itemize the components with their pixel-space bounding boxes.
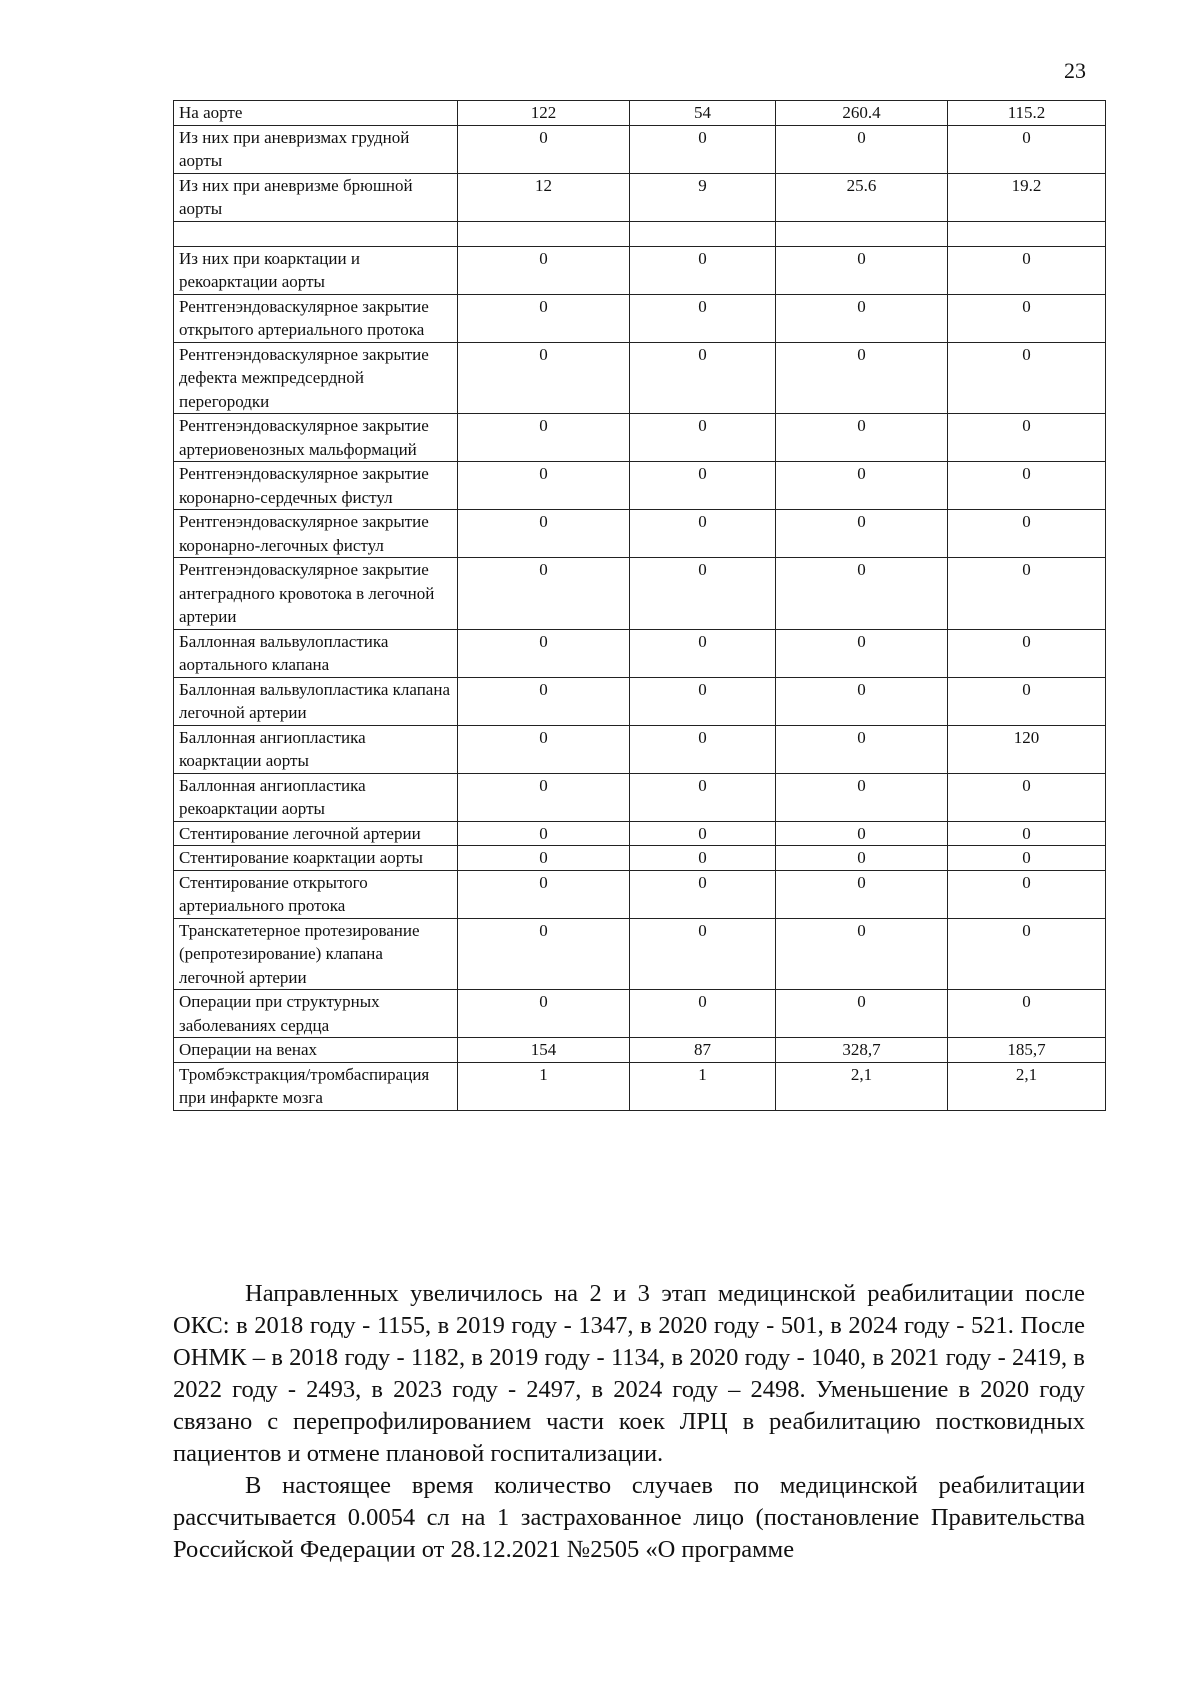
row-value: 0: [948, 462, 1106, 510]
row-value: 0: [776, 246, 948, 294]
row-value: 0: [948, 510, 1106, 558]
row-value: 122: [458, 101, 630, 126]
row-label: Рентгенэндоваскулярное закрытие антеградного кровотока в легочной артерии: [174, 558, 458, 630]
row-label: Рентгенэндоваскулярное закрытие коронарно-сердечных фистул: [174, 462, 458, 510]
row-label: Тромбэкстракция/тромбаспирация при инфаркте мозга: [174, 1062, 458, 1110]
row-value: 0: [630, 773, 776, 821]
row-value: 0: [458, 773, 630, 821]
row-value: 0: [630, 246, 776, 294]
table-row: [174, 1062, 1106, 1110]
row-value: 0: [458, 246, 630, 294]
row-value: 0: [458, 870, 630, 918]
row-value: 0: [458, 725, 630, 773]
row-value: 0: [630, 414, 776, 462]
row-value: 0: [776, 846, 948, 871]
row-value: 0: [948, 918, 1106, 990]
row-value: 0: [458, 990, 630, 1038]
row-value: 0: [948, 821, 1106, 846]
row-value: 0: [630, 125, 776, 173]
row-value: 0: [458, 677, 630, 725]
row-value: 0: [630, 725, 776, 773]
row-label: [174, 221, 458, 246]
row-value: 0: [776, 510, 948, 558]
table-row: [174, 918, 1106, 990]
row-value: 2,1: [948, 1062, 1106, 1110]
row-value: 0: [776, 629, 948, 677]
row-value: 0: [630, 918, 776, 990]
table-row: [174, 725, 1106, 773]
row-value: 0: [630, 462, 776, 510]
paragraph: Направленных увеличилось на 2 и 3 этап медицинской реабилитации после ОКС: в 2018 году - 1155, в 2019 году - 1347, в 2020 году - 501, в 2024 году - 521. После ОНМК – в 2018 году - 1182, в 2019 году - 1134, в 2020 году - 1040, в 2021 году - 2419, в 2022 году - 2493, в 2023 году - 2497, в 2024 году – 2498. Уменьшение в 2020 году связано с перепрофилированием части коек ЛРЦ в реабилитацию постковидных пациентов и отмене плановой госпитализации.: [173, 1280, 1085, 1467]
row-label: Из них при коарктации и рекоарктации аорты: [174, 246, 458, 294]
row-value: 87: [630, 1038, 776, 1063]
row-label: Стентирование открытого артериального протока: [174, 870, 458, 918]
row-value: 54: [630, 101, 776, 126]
row-value: 0: [776, 725, 948, 773]
row-label: Баллонная вальвулопластика клапана легочной артерии: [174, 677, 458, 725]
row-value: 0: [458, 294, 630, 342]
row-value: 0: [948, 342, 1106, 414]
row-value: 1: [630, 1062, 776, 1110]
row-value: 154: [458, 1038, 630, 1063]
row-value: 0: [776, 918, 948, 990]
row-label: Баллонная вальвулопластика аортального клапана: [174, 629, 458, 677]
row-value: 9: [630, 173, 776, 221]
table-row: [174, 294, 1106, 342]
row-value: 0: [776, 821, 948, 846]
row-value: 0: [630, 677, 776, 725]
table-row: [174, 246, 1106, 294]
row-label: Рентгенэндоваскулярное закрытие артериовенозных мальформаций: [174, 414, 458, 462]
row-value: [776, 221, 948, 246]
row-value: 0: [948, 677, 1106, 725]
table-row: [174, 773, 1106, 821]
row-value: 0: [458, 918, 630, 990]
row-label: Рентгенэндоваскулярное закрытие дефекта межпредсердной перегородки: [174, 342, 458, 414]
row-value: 0: [948, 294, 1106, 342]
row-value: 0: [458, 558, 630, 630]
row-value: 0: [630, 846, 776, 871]
table-row: [174, 990, 1106, 1038]
row-value: 0: [630, 870, 776, 918]
table-row: [174, 870, 1106, 918]
row-value: 0: [948, 870, 1106, 918]
row-value: 0: [458, 462, 630, 510]
row-value: 0: [458, 510, 630, 558]
table-row: [174, 1038, 1106, 1063]
row-value: 185,7: [948, 1038, 1106, 1063]
row-value: 0: [776, 414, 948, 462]
page-number: 23: [1064, 58, 1086, 83]
row-value: [458, 221, 630, 246]
table-row: [174, 125, 1106, 173]
row-label: Операции на венах: [174, 1038, 458, 1063]
row-value: 260.4: [776, 101, 948, 126]
row-value: 0: [776, 558, 948, 630]
body-text: [173, 1278, 1085, 1566]
row-value: 0: [458, 125, 630, 173]
row-value: 0: [948, 773, 1106, 821]
table-row: [174, 101, 1106, 126]
table-row: [174, 558, 1106, 630]
row-value: 0: [630, 342, 776, 414]
row-value: 0: [458, 342, 630, 414]
row-value: 0: [458, 846, 630, 871]
row-value: 0: [630, 510, 776, 558]
table-row: [174, 821, 1106, 846]
table-row: [174, 846, 1106, 871]
row-value: 0: [948, 414, 1106, 462]
row-value: 2,1: [776, 1062, 948, 1110]
row-label: Рентгенэндоваскулярное закрытие открытого артериального протока: [174, 294, 458, 342]
row-value: 0: [458, 821, 630, 846]
row-label: Операции при структурных заболеваниях сердца: [174, 990, 458, 1038]
row-value: 0: [630, 558, 776, 630]
row-value: 0: [776, 294, 948, 342]
table-row: [174, 221, 1106, 246]
row-value: 0: [458, 414, 630, 462]
row-label: Стентирование коарктации аорты: [174, 846, 458, 871]
statistics-table: [173, 100, 1106, 1111]
row-value: 0: [776, 773, 948, 821]
table-row: [174, 677, 1106, 725]
row-value: [630, 221, 776, 246]
row-value: 0: [948, 558, 1106, 630]
table-row: [174, 414, 1106, 462]
row-value: 0: [776, 990, 948, 1038]
row-value: 0: [948, 990, 1106, 1038]
row-value: 0: [948, 246, 1106, 294]
row-value: 12: [458, 173, 630, 221]
row-label: Из них при аневризмах грудной аорты: [174, 125, 458, 173]
row-value: 0: [948, 846, 1106, 871]
row-label: Баллонная ангиопластика рекоарктации аорты: [174, 773, 458, 821]
row-label: На аорте: [174, 101, 458, 126]
row-value: 0: [458, 629, 630, 677]
table-row: [174, 173, 1106, 221]
row-value: 0: [630, 990, 776, 1038]
row-label: Транскатетерное протезирование (репротезирование) клапана легочной артерии: [174, 918, 458, 990]
table-row: [174, 462, 1106, 510]
row-value: 120: [948, 725, 1106, 773]
row-value: [948, 221, 1106, 246]
row-value: 0: [948, 125, 1106, 173]
row-label: Баллонная ангиопластика коарктации аорты: [174, 725, 458, 773]
row-value: 0: [630, 629, 776, 677]
row-value: 115.2: [948, 101, 1106, 126]
table-body: [174, 101, 1106, 1111]
row-value: 0: [776, 342, 948, 414]
row-value: 0: [776, 462, 948, 510]
row-value: 0: [776, 125, 948, 173]
row-value: 0: [776, 677, 948, 725]
paragraph: В настоящее время количество случаев по медицинской реабилитации рассчитывается 0.0054 сл на 1 застрахованное лицо (постановление Правительства Российской Федерации от 28.12.2021 №2505 «О программе: [173, 1472, 1085, 1563]
row-label: Стентирование легочной артерии: [174, 821, 458, 846]
row-label: Рентгенэндоваскулярное закрытие коронарно-легочных фистул: [174, 510, 458, 558]
row-value: 0: [948, 629, 1106, 677]
row-value: 0: [630, 821, 776, 846]
table-row: [174, 342, 1106, 414]
row-value: 25.6: [776, 173, 948, 221]
row-value: 0: [630, 294, 776, 342]
row-value: 328,7: [776, 1038, 948, 1063]
row-value: 19.2: [948, 173, 1106, 221]
row-value: 0: [776, 870, 948, 918]
row-label: Из них при аневризме брюшной аорты: [174, 173, 458, 221]
table-row: [174, 629, 1106, 677]
row-value: 1: [458, 1062, 630, 1110]
table-row: [174, 510, 1106, 558]
